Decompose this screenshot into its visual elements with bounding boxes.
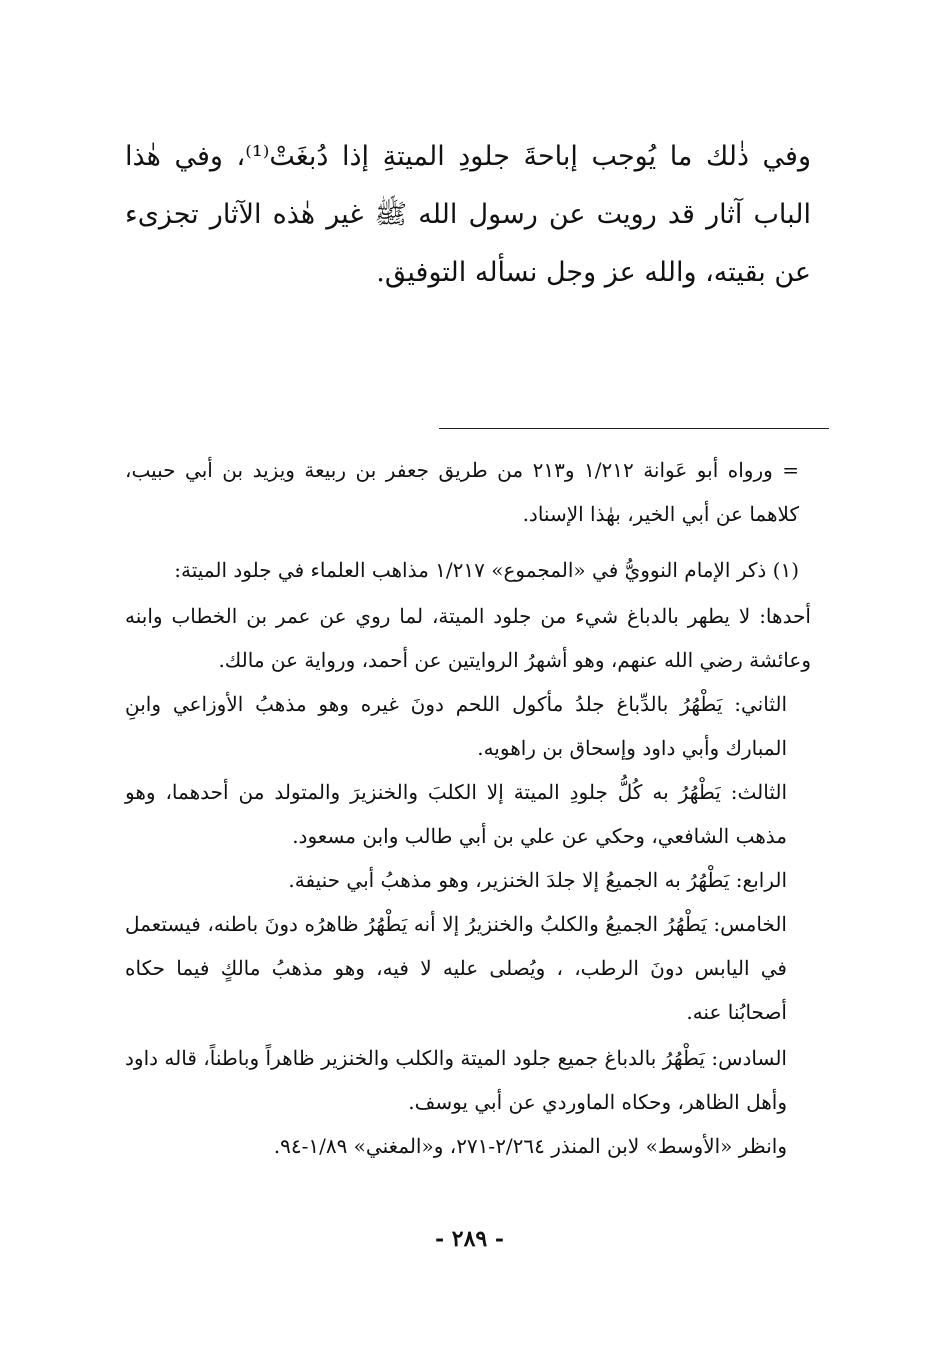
footnote-item-5: الخامس: يَطْهُرُ الجميعُ والكلبُ والخنزيرُ إلا أنه يَطْهُرُ ظاهرُه دونَ باطنه، فيستعمل في اليابس دونَ الرطب، ، ويُصلى عليه لا فيه، وهو مذهبُ مالكٍ فيما حكاه أصحابُنا عنه. — [125, 912, 787, 1024]
footnote-item-1: أحدها: لا يطهر بالدباغ شيء من جلود الميتة، لما روي عن عمر بن الخطاب وابنه وعائشة رضي الله عنهم، وهو أشهرُ الروايتين عن أحمد، ورواية عن مالك. — [125, 604, 811, 672]
footnote-1-heading: (١) ذكر الإمام النوويُّ في «المجموع» ١/٢١٧ مذاهب العلماء في جلود الميتة: — [174, 558, 799, 582]
main-paragraph: وفي ذٰلك ما يُوجب إباحةَ جلودِ الميتةِ إذا دُبغَتْ⁽¹⁾، وفي هٰذا الباب آثار قد رويت عن رسول الله ﷺ غير هٰذه الآثار تجزىء عن بقيته، والله عز وجل نسأله التوفيق. — [125, 141, 811, 288]
footnotes-block — [125, 448, 811, 1168]
main-text-block — [125, 128, 811, 302]
footnote-separator — [439, 428, 829, 429]
footnote-item-3: الثالث: يَطْهُرُ به كُلُّ جلودِ الميتة إلا الكلبَ والخنزيرَ والمتولد من أحدهما، وهو مذهب الشافعي، وحكي عن علي بن أبي طالب وابن مسعود. — [125, 780, 787, 848]
footnote-item-6: السادس: يَطْهُرُ بالدباغ جميع جلود الميتة والكلب والخنزير ظاهراً وباطناً، قاله داود وأهل الظاهر، وحكاه الماوردي عن أبي يوسف. — [125, 1046, 787, 1114]
footnote-item-2: الثاني: يَطْهُرُ بالدِّباغ جلدُ مأكول اللحم دونَ غيره وهو مذهبُ الأوزاعي وابنِ المبارك وأبي داود وإسحاق بن راهويه. — [125, 692, 788, 760]
footnote-item-4: الرابع: يَطْهُرُ به الجميعُ إلا جلدَ الخنزير، وهو مذهبُ أبي حنيفة. — [288, 868, 787, 892]
footnote-see-also: وانظر «الأوسط» لابن المنذر ٢/٢٦٤-٢٧١، و«المغني» ١/٨٩-٩٤. — [273, 1134, 787, 1158]
footnote-continuation: = ورواه أبو عَوانة ١/٢١٢ و٢١٣ من طريق جعفر بن ربيعة ويزيد بن أبي حبيب، كلاهما عن أبي الخير، بهٰذا الإسناد. — [125, 458, 800, 526]
page-number: - ٢٨٩ - — [434, 1226, 505, 1252]
